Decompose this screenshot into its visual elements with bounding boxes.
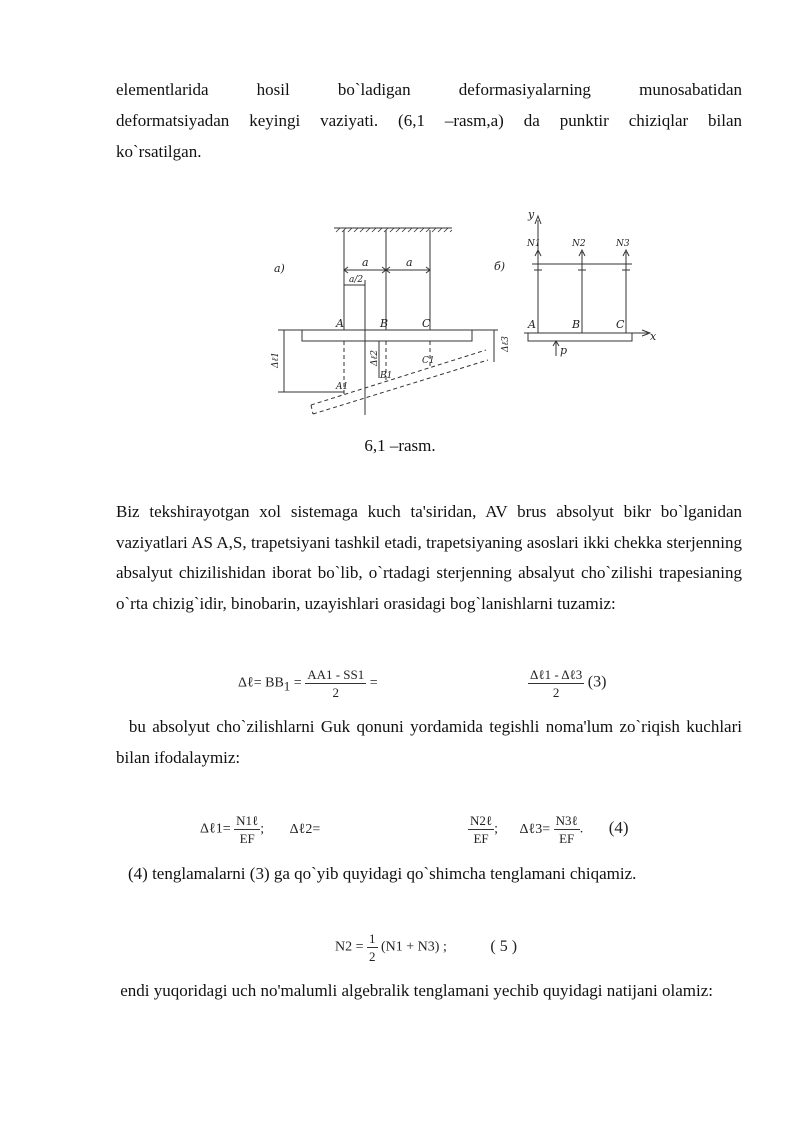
eq5-num: 1 (369, 931, 376, 946)
eq3-equals: = (369, 675, 378, 691)
eq4-sep2: ; (494, 821, 499, 837)
fig-label-a: a) (274, 262, 285, 275)
word: deformasiyalarning (458, 80, 591, 99)
para1-line2 (116, 111, 742, 131)
delta-l3-label: Δℓ3 (501, 336, 511, 352)
para3 (116, 712, 742, 773)
eq4-den3: EF (559, 831, 575, 846)
word: deformatsiyadan (116, 111, 230, 130)
eq3-num2: Δℓ1 - Δℓ3 (530, 667, 583, 682)
word: (6,1 (398, 111, 425, 130)
eq4-frac3 (554, 812, 580, 847)
eq4-frac1 (234, 812, 260, 847)
para2: Biz tekshirayotgan xol sistemaga kuch ta'siridan, AV brus absolyut bikr bo`lganidan vaziyatlari AS A,S, trapetsiyani tashkil etadi, trapetsiyaning asoslari ikki chekka sterjenning absalyut chizilishidan iborat bo`lib, o`rtadagi sterjenning absalyut cho`zilishi trapesianing o`rta chizig`idir, binobarin, uzayishlari orasidagi bog`lanishlarni tuzamiz: (116, 502, 742, 613)
point-B1: B1 (380, 371, 393, 381)
eq5-rhs: (N1 + N3) ; (381, 939, 447, 955)
figure-caption: 6,1 –rasm. (364, 436, 436, 455)
eq4-n2: N2ℓ (470, 813, 493, 828)
word: chiziqlar (628, 111, 689, 130)
eq4-d1: Δℓ1= (200, 821, 231, 837)
dim-a-half: a/2 (349, 275, 364, 285)
delta-l2-label: Δℓ2 (370, 350, 380, 366)
dim-a-1: a (362, 256, 369, 269)
equation-3-right (528, 666, 606, 701)
eq5-frac (367, 930, 378, 965)
point-C: C (422, 317, 431, 330)
word: munosabatidan (639, 80, 743, 99)
equation-4-part1 (200, 812, 320, 847)
word: punktir (559, 111, 609, 130)
word: vaziyati. (320, 111, 379, 130)
eq5-lhs: N2 = (335, 939, 364, 955)
eq4-d2: Δℓ2= (289, 821, 321, 837)
eq4-tag: (4) (608, 817, 629, 837)
eq3-lhs: Δℓ= BB (238, 675, 284, 691)
point-C-b: C (616, 318, 625, 331)
word: elementlarida (116, 80, 209, 99)
eq3-frac1 (305, 666, 366, 701)
fig-label-b: б) (494, 260, 506, 273)
equation-3-left: Δℓ= $BB_1$ = $\frac{AA1 - SS1}{2}$ = (238, 667, 378, 700)
equation-4-part2 (468, 812, 629, 847)
delta-l1-label: Δℓ1 (271, 352, 281, 368)
eq3-num1: AA1 - SS1 (307, 667, 365, 682)
force-N2: N2 (572, 239, 586, 249)
point-A: A (336, 317, 344, 330)
para5-text: endi yuqoridagi uch no'malumli algebralik tenglamani yechib quyidagi natijani olamiz: (120, 981, 713, 1000)
point-C1: C1 (422, 356, 435, 366)
equation-5 (335, 930, 517, 965)
eq4-d3: Δℓ3= (519, 821, 551, 837)
word: bilan (708, 111, 743, 130)
para5 (116, 976, 742, 1007)
word: hosil (256, 80, 290, 99)
point-A-b: A (528, 318, 536, 331)
load-p-label: p (560, 344, 568, 357)
word: –rasm,a) (444, 111, 504, 130)
eq3-tag: (3) (587, 673, 607, 691)
eq3-frac2 (528, 666, 584, 701)
axis-y-label: y (528, 208, 535, 221)
point-B-b: B (572, 318, 581, 331)
word: da (523, 111, 540, 130)
eq4-den2: EF (473, 831, 489, 846)
eq4-sep1: ; (260, 821, 265, 837)
figure-6-1 (256, 200, 666, 425)
axis-x-label: x (650, 330, 657, 343)
eq4-den1: EF (239, 831, 255, 846)
eq5-tag: ( 5 ) (490, 937, 518, 955)
eq3-den1: 2 (332, 685, 339, 700)
para4: (4) tenglamalarni (3) ga qo`yib quyidagi qo`shimcha tenglamani chiqamiz. (128, 864, 637, 883)
point-B: B (380, 317, 389, 330)
eq5-den: 2 (369, 949, 376, 964)
point-A1: A1 (336, 382, 349, 392)
eq4-n3: N3ℓ (555, 813, 578, 828)
word: keyingi (249, 111, 301, 130)
dim-a-2: a (406, 256, 413, 269)
word: bo`ladigan (337, 80, 411, 99)
eq3-den2: 2 (552, 685, 560, 700)
eq4-n1: N1ℓ (236, 813, 259, 828)
eq3-lhs-sub: 1 (283, 678, 291, 694)
para1-line1 (116, 80, 742, 100)
eq4-sep3: . (579, 821, 584, 837)
para3-text: bu absolyut cho`zilishlarni Guk qonuni yordamida tegishli noma'lum zo`riqish kuchlari bilan ifodalaymiz: (116, 717, 742, 767)
force-N3: N3 (616, 239, 630, 249)
force-N1: N1 (527, 239, 541, 249)
para1-line3: ko`rsatilgan. (116, 142, 202, 161)
eq4-frac2 (468, 812, 494, 847)
